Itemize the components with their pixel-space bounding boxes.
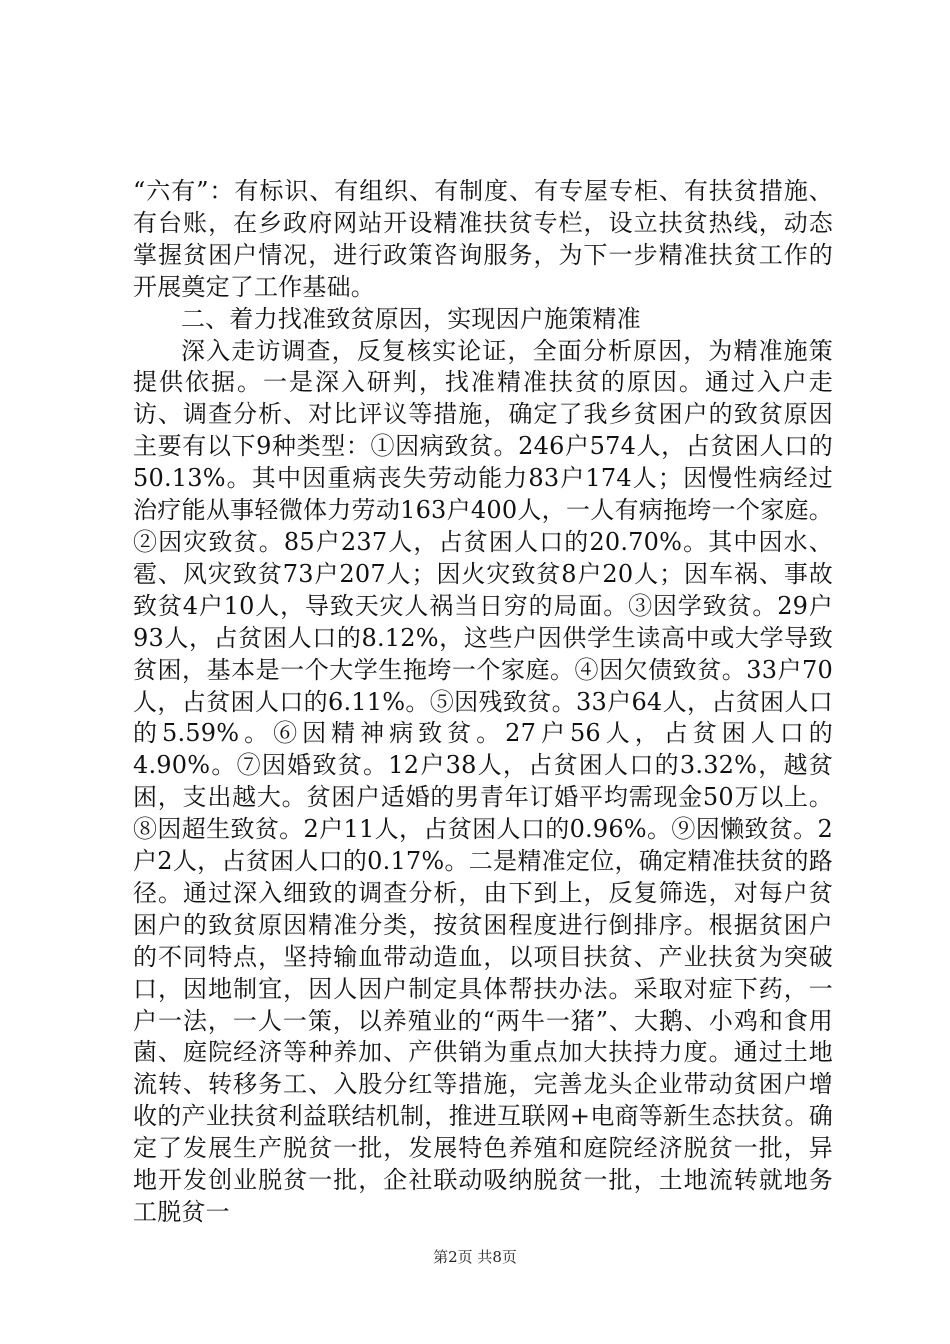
paragraph-six-haves: “六有”：有标识、有组织、有制度、有专屋专柜、有扶贫措施、有台账，在乡政府网站开设精准扶贫专栏，设立扶贫热线，动态掌握贫困户情况，进行政策咨询服务，为下一步精准扶贫工作的开展奠定了工作基础。 (133, 177, 833, 301)
section-heading-two: 二、着力找准致贫原因，实现因户施策精准 (181, 304, 641, 333)
document-body (133, 176, 833, 1229)
page-number-indicator: 第2页 共8页 (433, 1248, 517, 1266)
paragraph-poverty-causes: 深入走访调查，反复核实论证，全面分析原因，为精准施策提供依据。一是深入研判，找准精准扶贫的原因。通过入户走访、调查分析、对比评议等措施，确定了我乡贫困户的致贫原因主要有以下9种类型：①因病致贫。246户574人，占贫困人口的50.13%。其中因重病丧失劳动能力83户174人；因慢性病经过治疗能从事轻微体力劳动163户400人，一人有病拖垮一个家庭。②因灾致贫。85户237人，占贫困人口的20.70%。其中因水、雹、风灾致贫73户207人；因火灾致贫8户20人；因车祸、事故致贫4户10人，导致天灾人祸当日穷的局面。③因学致贫。29户93人，占贫困人口的8.12%，这些户因供学生读高中或大学导致贫困，基本是一个大学生拖垮一个家庭。④因欠债致贫。33户70人，占贫困人口的6.11%。⑤因残致贫。33户64人，占贫困人口的5.59%。⑥因精神病致贫。27户56人，占贫困人口的4.90%。⑦因婚致贫。12户38人，占贫困人口的3.32%，越贫困，支出越大。贫困户适婚的男青年订婚平均需现金50万以上。⑧因超生致贫。2户11人，占贫困人口的0.96%。⑨因懒致贫。2户2人，占贫困人口的0.17%。二是精准定位，确定精准扶贫的路径。通过深入细致的调查分析，由下到上，反复筛选，对每户贫困户的致贫原因精准分类，按贫困程度进行倒排序。根据贫困户的不同特点，坚持输血带动造血，以项目扶贫、产业扶贫为突破口，因地制宜，因人因户制定具体帮扶办法。采取对症下药，一户一法，一人一策，以养殖业的“两牛一猪”、大鹅、小鸡和食用菌、庭院经济等种养加、产供销为重点加大扶持力度。通过土地流转、转移务工、入股分红等措施，完善龙头企业带动贫困户增收的产业扶贫利益联结机制，推进互联网+电商等新生态扶贫。确定了发展生产脱贫一批，发展特色养殖和庭院经济脱贫一批，异地开发创业脱贫一批，企社联动吸纳脱贫一批，土地流转就地务工脱贫一 (133, 336, 833, 1226)
page-footer (0, 1246, 950, 1267)
